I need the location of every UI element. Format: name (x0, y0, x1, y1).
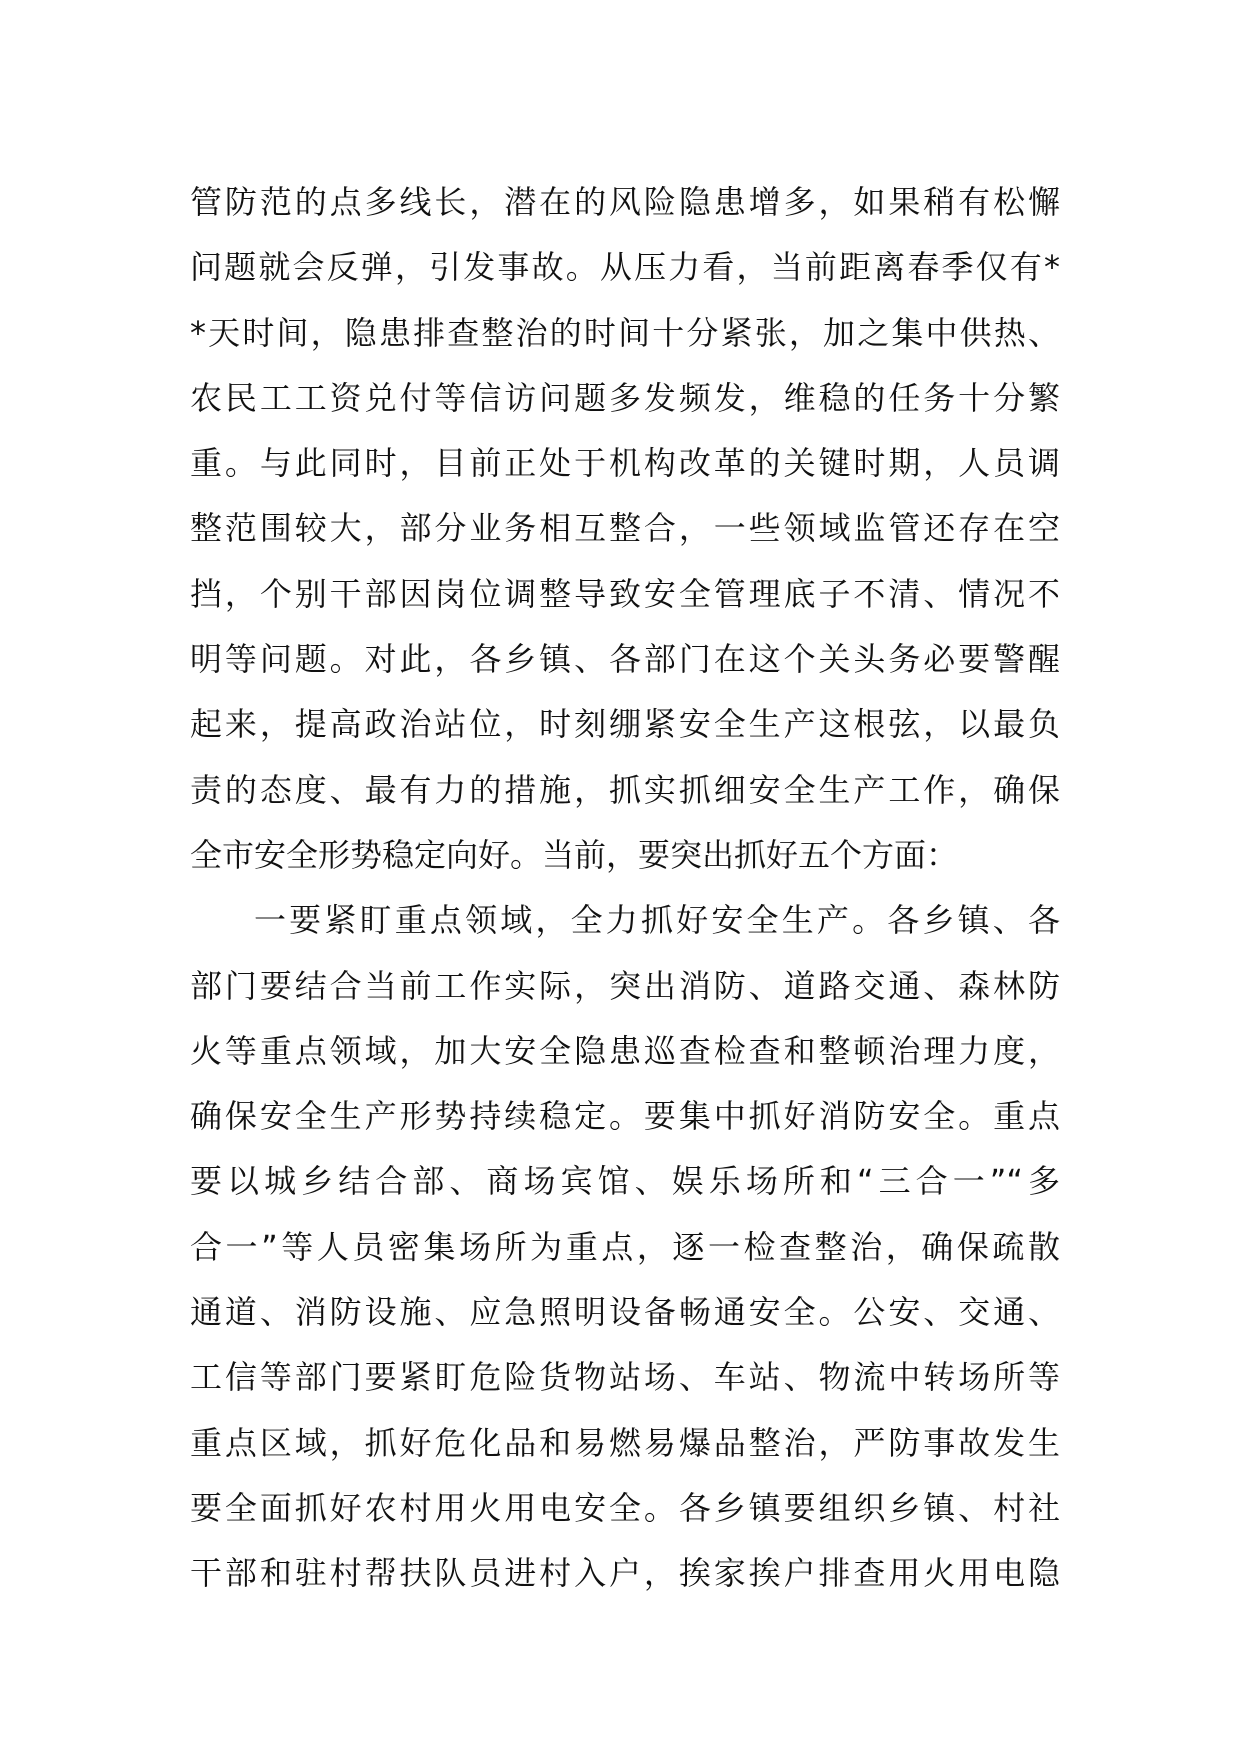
text-line: 合一”等人员密集场所为重点，逐一检查整治，确保疏散 (190, 1227, 1060, 1266)
text-line: 整范围较大，部分业务相互整合，一些领域监管还存在空 (190, 509, 1060, 548)
text-line: 挡，个别干部因岗位调整导致安全管理底子不清、情况不 (190, 574, 1060, 613)
document-body (190, 170, 1060, 1607)
text-line: 部门要结合当前工作实际，突出消防、道路交通、森林防 (190, 966, 1060, 1005)
text-line: 明等问题。对此，各乡镇、各部门在这个关头务必要警醒 (190, 640, 1060, 679)
paragraph-start-line: 一要紧盯重点领域，全力抓好安全生产。各乡镇、各 (254, 901, 1060, 940)
text-line: 要全面抓好农村用火用电安全。各乡镇要组织乡镇、村社 (190, 1488, 1060, 1527)
text-line: 要以城乡结合部、商场宾馆、娱乐场所和“三合一”“多 (190, 1162, 1060, 1201)
text-line: 起来，提高政治站位，时刻绷紧安全生产这根弦，以最负 (190, 705, 1060, 744)
text-line: 确保安全生产形势持续稳定。要集中抓好消防安全。重点 (190, 1097, 1060, 1136)
text-line: 问题就会反弹，引发事故。从压力看，当前距离春季仅有* (190, 248, 1060, 287)
text-line: 农民工工资兑付等信访问题多发频发，维稳的任务十分繁 (190, 378, 1060, 417)
text-line: *天时间，隐患排查整治的时间十分紧张，加之集中供热、 (190, 313, 1060, 352)
text-line: 通道、消防设施、应急照明设备畅通安全。公安、交通、 (190, 1293, 1060, 1332)
text-line: 火等重点领域，加大安全隐患巡查检查和整顿治理力度， (190, 1031, 1060, 1070)
text-line: 管防范的点多线长，潜在的风险隐患增多，如果稍有松懈 (190, 183, 1060, 221)
paragraph-end-line: 全市安全形势稳定向好。当前，要突出抓好五个方面： (190, 835, 959, 874)
text-line: 责的态度、最有力的措施，抓实抓细安全生产工作，确保 (190, 770, 1060, 809)
text-line: 工信等部门要紧盯危险货物站场、车站、物流中转场所等 (190, 1358, 1060, 1397)
text-line: 干部和驻村帮扶队员进村入户，挨家挨户排查用火用电隐 (190, 1554, 1060, 1593)
text-line: 重点区域，抓好危化品和易燃易爆品整治，严防事故发生 (190, 1423, 1060, 1462)
text-line: 重。与此同时，目前正处于机构改革的关键时期，人员调 (190, 444, 1060, 483)
